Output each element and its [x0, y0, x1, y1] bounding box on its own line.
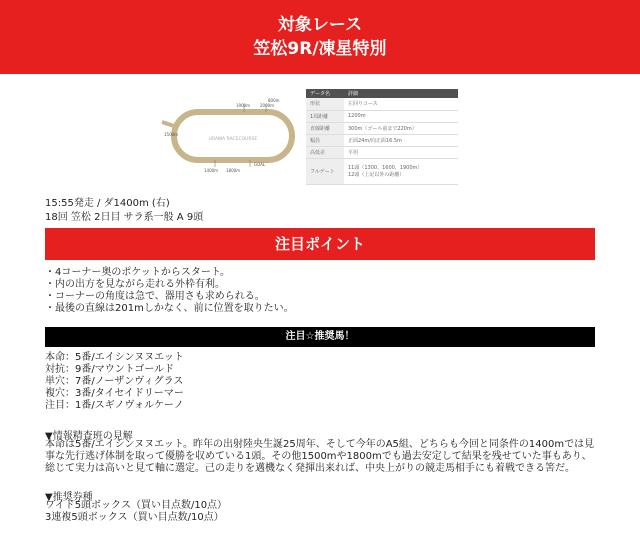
table-value: 平坦	[344, 146, 458, 158]
header-title: 対象レース	[277, 15, 363, 35]
analysis-text: 本命は5番/エイシンヌヌエット。昨年の出射陸央生誕25周年、そして今年のA5組、どちらも今回と同条件の1400mでは見事な先行逃げ体制を取って優勝を収めている1頭。その他1500mや1800mでも過去安定して結果を残せていた事もあり、総じて実力は高いと見て軸に選定。己の走りを邁機なく発揮出来れば、中央上がりの競走馬相手にも着戦できる筈だ。	[45, 439, 595, 474]
tickets-list	[45, 500, 227, 524]
table-row	[306, 122, 458, 134]
attention-banner: 注目ポイント	[45, 228, 595, 260]
course-watermark: URAWA RACECOURSE	[208, 137, 258, 142]
list-item: ・最後の直線は201mしかなく、前に位置を取りたい。	[45, 303, 294, 314]
table-row	[306, 146, 458, 158]
list-item: ワイド5頭ボックス（買い目点数/10点）	[45, 500, 228, 511]
table-key: 高低差	[306, 146, 344, 158]
table-key: 幅員	[306, 134, 344, 146]
table-value-line1: 11頭（1300、1600、1900m）	[348, 165, 423, 171]
table-value: 正面24m/向正面16.5m	[344, 134, 458, 146]
table-value: 1200m	[344, 110, 458, 122]
list-item: 単穴：7番/ノーザンヴィグラス	[45, 376, 184, 387]
table-value: 左回りコース	[344, 98, 458, 110]
race-meeting-info: 18回 笠松 2日目 サラ系一般 A 9頭	[45, 212, 204, 223]
list-item: 複穴：3番/タイセイドリーマー	[45, 388, 184, 399]
analysis-heading: ▼情報精査班の見解	[45, 431, 133, 442]
label-1500: 1500m	[164, 132, 179, 137]
header-banner	[0, 0, 640, 74]
recommend-banner: 注目☆推奨馬！	[45, 327, 595, 347]
table-value-line2: 12頭（上記以外の距離）	[348, 172, 405, 178]
race-name: 笠松9R/凍星特別	[253, 39, 387, 59]
course-map	[160, 92, 300, 177]
list-item: 注目：1番/スギノヴォルケーノ	[45, 400, 184, 411]
table-row	[306, 158, 458, 184]
table-row	[306, 134, 458, 146]
recommend-picks	[45, 352, 184, 412]
label-2000: 2000m	[260, 103, 275, 108]
list-item: 対抗：9番/マウントゴールド	[45, 364, 175, 375]
label-1900: 1900m	[236, 103, 251, 108]
course-data-table	[306, 89, 458, 185]
table-key: フルゲート	[306, 158, 344, 184]
tickets-heading: ▼推奨券種	[45, 492, 93, 503]
attention-points	[45, 267, 294, 315]
list-item: ・内の出方を見ながら走れる外枠有利。	[45, 279, 225, 290]
table-header-value: 詳細	[344, 89, 458, 98]
table-row	[306, 110, 458, 122]
table-key: 直線距離	[306, 122, 344, 134]
table-value: 300m（ゴール前まで220m）	[344, 122, 458, 134]
list-item: 3連複5頭ボックス（買い目点数/10点）	[45, 512, 224, 523]
table-header-key: データ名	[306, 89, 344, 98]
label-1400: 1400m	[204, 168, 219, 173]
table-key: 形状	[306, 98, 344, 110]
label-1800: 1800m	[226, 168, 241, 173]
list-item: ・4コーナー奥のポケットからスタート。	[45, 267, 230, 278]
list-item: 本命：5番/エイシンヌヌエット	[45, 352, 184, 363]
label-goal: GOAL	[254, 162, 266, 167]
race-time-distance: 15:55発走 / ダ1400m (右)	[45, 198, 170, 209]
table-value	[344, 158, 458, 184]
label-800: 800m	[268, 98, 280, 103]
table-row	[306, 98, 458, 110]
list-item: ・コーナーの角度は急で、器用さも求められる。	[45, 291, 265, 302]
table-key: 1周距離	[306, 110, 344, 122]
